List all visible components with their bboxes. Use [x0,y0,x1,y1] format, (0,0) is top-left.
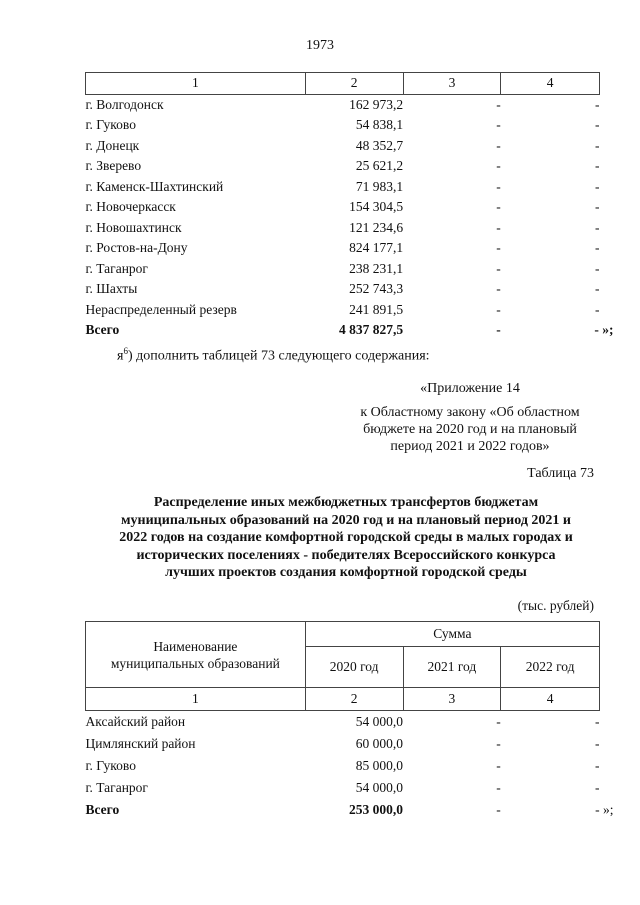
title-line: муниципальных образований на 2020 год и на плановый период 2021 и [121,512,571,528]
row-name: г. Новочеркасск [85,199,176,214]
total-sum: 253 000,0 [349,802,403,817]
row-sum: 48 352,7 [355,137,404,153]
table-row [86,94,600,115]
row-c3: - [496,758,501,773]
row-name: г. Гуково [85,117,136,132]
row-c3: - [496,96,501,112]
row-c3: - [496,281,501,296]
row-c4: - [595,96,600,112]
table-row [86,136,600,157]
col-number: 3 [403,73,501,95]
table-73 [85,621,614,821]
col-number: 2 [305,73,403,95]
table-title [80,494,612,582]
row-c3: - [496,199,501,214]
table-row [86,711,600,734]
row-c3: - [496,178,501,194]
row-c4: - [595,281,600,296]
table-continuation [85,72,614,341]
appendix-line: период 2021 и 2022 годов» [390,439,550,454]
row-sum: 54 000,0 [355,714,403,729]
table-row [86,218,600,239]
row-name: г. Донецк [85,137,140,153]
note-text: ) дополнить таблицей 73 следующего содержания: [127,348,430,364]
table-row [86,197,600,218]
title-line: Распределение иных межбюджетных трансфертов бюджетам [153,495,539,510]
row-c3: - [496,158,501,173]
row-sum: 25 621,2 [355,158,404,173]
row-c4: - [595,117,600,132]
row-c4: - [595,758,600,773]
total-c4: - »; [595,802,614,817]
table-row [86,733,600,755]
table-total-row [86,799,600,821]
title-line: 2022 годов на создание комфортной городской среды в малых городах и [119,530,573,545]
title-line: лучших проектов создания комфортной городской среды [165,565,527,580]
row-c3: - [496,736,501,751]
year-header: 2020 год [305,647,403,688]
table-row [86,156,600,177]
name-header [86,622,306,688]
row-sum: 154 304,5 [349,199,404,214]
total-name: Всего [85,322,120,337]
row-c4: - [595,199,600,214]
total-c3: - [496,322,501,337]
row-sum: 54 000,0 [355,780,403,795]
year-header: 2021 год [403,647,501,688]
table-header-row [86,622,600,647]
row-c4: - [595,714,600,729]
table-number: Таблица 73 [527,466,594,481]
row-c3: - [496,301,501,317]
row-c3: - [496,117,501,132]
col-number: 4 [501,688,600,711]
appendix-line: бюджете на 2020 год и на плановый [363,422,577,437]
row-name: Цимлянский район [85,736,196,751]
row-c3: - [496,219,501,235]
page-number: 1973 [306,38,334,53]
table-row [86,259,600,280]
table-row [86,177,600,198]
col-number: 4 [501,73,600,95]
row-c3: - [496,714,501,729]
sum-header: Сумма [305,622,599,647]
year-header: 2022 год [501,647,600,688]
row-sum: 241 891,5 [349,301,404,317]
title-line: исторических поселениях - победителях Всероссийского конкурса [136,547,556,563]
note-prefix: я [117,348,124,364]
row-name: г. Гуково [85,758,136,773]
appendix-line: к Областному закону «Об областном [360,405,580,420]
row-name: г. Таганрог [85,780,148,795]
table-row [86,238,600,259]
row-name: Нераспределенный резерв [85,301,237,317]
col-number: 3 [403,688,501,711]
total-c3: - [496,802,501,817]
row-name: Аксайский район [85,714,186,729]
row-c4: - [595,301,600,317]
table-row [86,300,600,321]
row-c4: - [595,137,600,153]
row-name: г. Новошахтинск [85,219,182,235]
row-c4: - [595,780,600,795]
table-row [86,777,600,799]
row-c4: - [595,240,600,255]
row-sum: 54 838,1 [355,117,404,132]
col-number: 2 [305,688,403,711]
row-name: г. Ростов-на-Дону [85,240,188,255]
col-number: 1 [86,688,306,711]
total-name: Всего [85,802,120,817]
row-sum: 824 177,1 [349,240,404,255]
row-c3: - [496,240,501,255]
row-name: г. Волгодонск [85,96,164,112]
total-c4: - »; [594,322,614,337]
row-sum: 60 000,0 [355,736,403,751]
col-number: 1 [86,73,306,95]
table-header-row [86,73,600,95]
row-c4: - [595,158,600,173]
table-total-row [86,320,600,341]
row-sum: 252 743,3 [349,281,404,296]
note-sup: 6 [123,346,128,356]
row-sum: 85 000,0 [355,758,403,773]
row-c3: - [496,260,501,276]
col-number-row [86,688,600,711]
row-c4: - [595,260,600,276]
row-c3: - [496,780,501,795]
units-label: (тыс. рублей) [517,598,594,613]
row-name: г. Каменск-Шахтинский [85,178,224,194]
table-row [86,755,600,777]
row-name: г. Шахты [85,281,138,296]
row-name: г. Зверево [85,158,142,173]
row-c4: - [595,736,600,751]
row-c4: - [595,219,600,235]
total-sum: 4 837 827,5 [338,322,404,337]
table-row [86,279,600,300]
row-sum: 71 983,1 [355,178,404,194]
appendix-title: «Приложение 14 [420,381,520,396]
row-c4: - [595,178,600,194]
amendment-note [117,346,430,365]
row-sum: 162 973,2 [349,96,404,112]
name-header-line: Наименование [153,638,238,654]
row-name: г. Таганрог [85,260,148,276]
table-row [86,115,600,136]
name-header-line: муниципальных образований [110,655,280,671]
row-sum: 121 234,6 [349,219,404,235]
row-c3: - [496,137,501,153]
row-sum: 238 231,1 [349,260,404,276]
